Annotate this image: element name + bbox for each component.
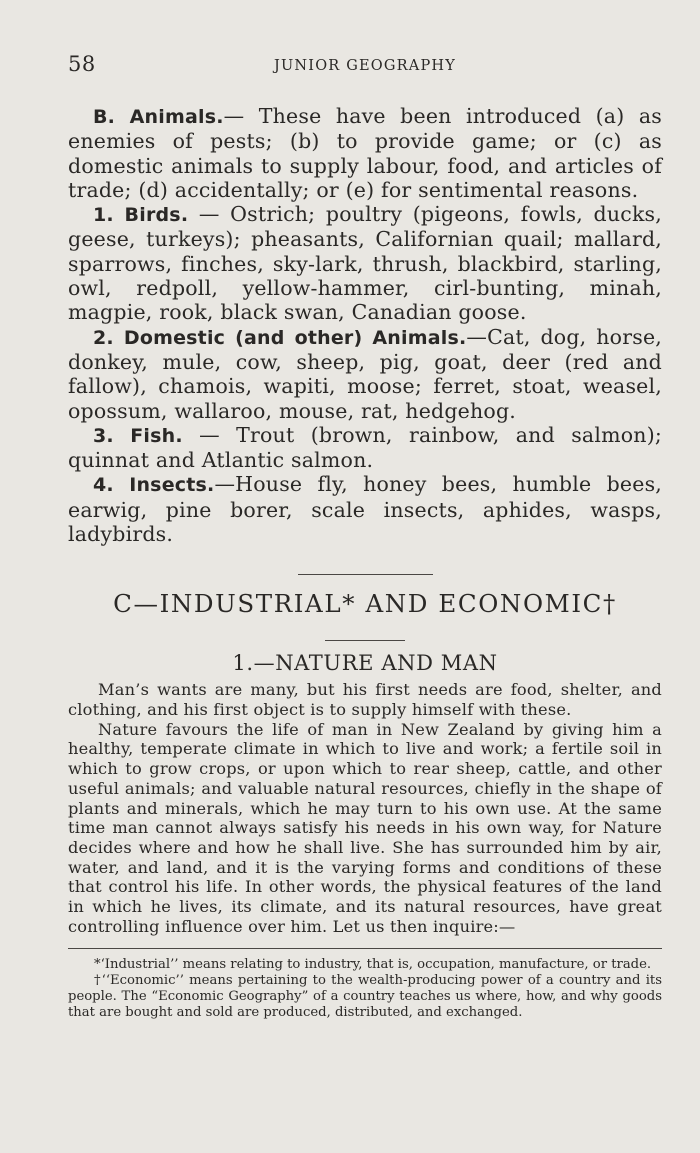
footnote-economic: †‘‘Economic’’ means pertaining to the wealth-producing power of a country and its people. The “Economic Geography” of a country teaches us where, how, and why goods that are bought and sold are produced, distributed, and exchanged. — [68, 973, 662, 1020]
page-number: 58 — [68, 52, 96, 76]
body-paragraph-2: Nature favours the life of man in New Zealand by giving him a healthy, temperate climate in which to live and work; a fertile soil in which to grow crops, or upon which to rear sheep, cattle, and other useful animals; and valuable natural resources, chiefly in the shape of plants and minerals, which he may turn to his own use. At the same time man cannot always satisfy his needs in his own way, for Nature decides where and how he shall live. She has surrounded him by air, water, and land, and it is the varying forms and conditions of these that control his life. In other words, the physical features of the land in which he lives, its climate, and its natural resources, have great controlling influence over him. Let us then inquire:— — [68, 719, 662, 936]
body-paragraph-1: Man’s wants are many, but his first needs are food, shelter, and clothing, and his first object is to supply himself with these. — [68, 680, 662, 720]
fish-heading: 3. Fish. — [93, 424, 183, 447]
subsection-divider — [325, 640, 405, 641]
animals-intro — [68, 104, 662, 202]
domestic-animals-paragraph — [68, 325, 662, 423]
birds-paragraph — [68, 202, 662, 324]
book-page — [68, 52, 662, 1020]
insects-heading: 4. Insects. — [93, 474, 215, 497]
fish-paragraph — [68, 423, 662, 473]
footnote-rule — [68, 948, 662, 949]
fish-text: — Trout (brown, rainbow, and salmon); quinnat and Atlantic salmon. — [68, 422, 662, 473]
domestic-animals-heading: 2. Domestic (and other) Animals. — [93, 326, 467, 349]
animals-intro-text: — These have been introduced (a) as enemies of pests; (b) to provide game; or (c) as domestic animals to supply labour, food, and articles of trade; (d) accidentally; or (e) for sentimental reasons. — [68, 104, 662, 202]
body-text — [68, 680, 662, 936]
animals-section — [68, 104, 662, 546]
footnote-industrial: *‘Industrial’’ means relating to industry, that is, occupation, manufacture, or trade. — [94, 957, 652, 973]
subsection-title: 1.—NATURE AND MAN — [232, 651, 498, 676]
insects-paragraph — [68, 472, 662, 546]
section-divider — [298, 574, 433, 575]
page-header — [68, 52, 662, 82]
animals-heading: B. Animals. — [93, 106, 224, 128]
birds-heading: 1. Birds. — [93, 204, 189, 227]
section-title: C—INDUSTRIAL* AND ECONOMIC† — [113, 589, 617, 619]
birds-text: — Ostrich; poultry (pigeons, fowls, ducks, geese, turkeys); pheasants, Californian quail; mallard, sparrows, finches, sky-lark, thrush, blackbird, starling, owl, redpoll, yellow-hammer, cirl-bunting, minah, magpie, rook, black swan, Canadian goose. — [68, 202, 662, 325]
insects-text: —House fly, honey bees, humble bees, earwig, pine borer, scale insects, aphides, wasps, ladybirds. — [68, 472, 663, 547]
running-head: JUNIOR GEOGRAPHY — [273, 58, 457, 74]
domestic-animals-text: —Cat, dog, horse, donkey, mule, cow, sheep, pig, goat, deer (red and fallow), chamois, wapiti, moose; ferret, stoat, weasel, opossum, wallaroo, mouse, rat, hedgehog. — [68, 324, 662, 423]
footnotes — [68, 957, 662, 1020]
